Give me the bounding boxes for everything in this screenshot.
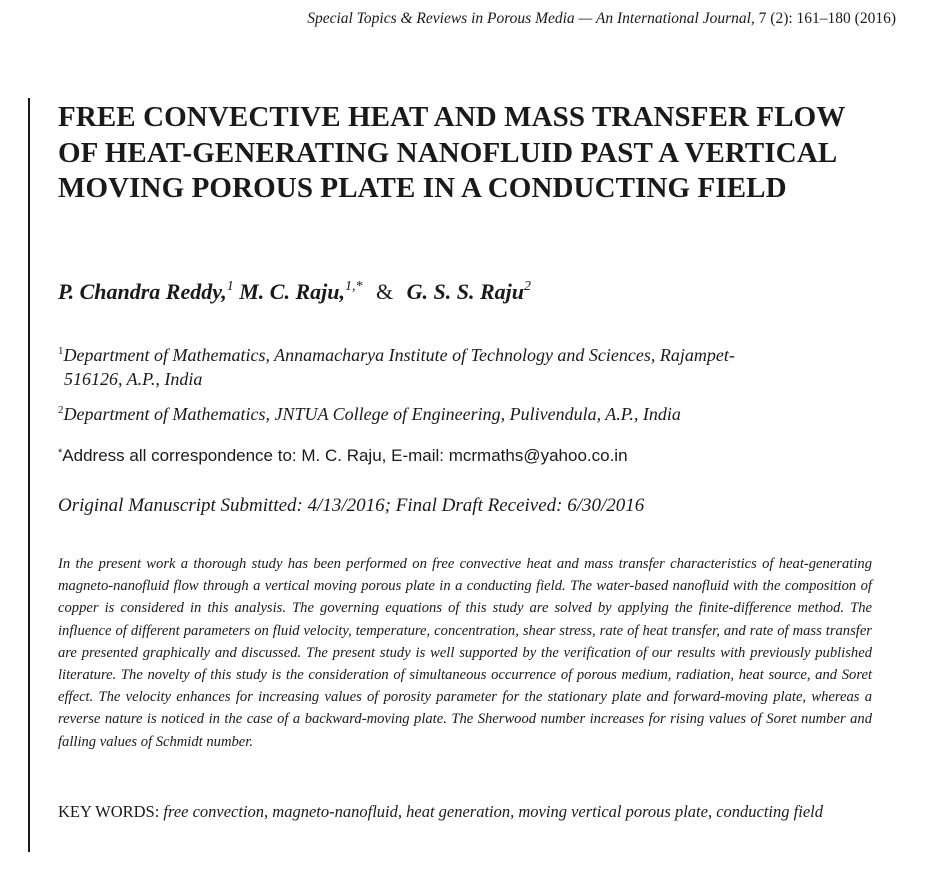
affiliation-2	[58, 402, 878, 426]
journal-header	[307, 10, 896, 28]
keywords-text: free convection, magneto-nanofluid, heat generation, moving vertical porous plate, conducting field	[163, 802, 823, 821]
affiliation-1	[58, 343, 878, 391]
affiliation-line: Department of Mathematics, JNTUA College of Engineering, Pulivendula, A.P., India	[63, 404, 681, 424]
correspondence-note	[58, 446, 628, 466]
correspondence-marker: *	[58, 447, 63, 459]
paper-title: FREE CONVECTIVE HEAT AND MASS TRANSFER FLOW OF HEAT-GENERATING NANOFLUID PAST A VERTICAL MOVING POROUS PLATE IN A CONDUCTING FIELD	[58, 101, 845, 204]
affiliation-marker: 1	[58, 345, 64, 357]
journal-name: Special Topics & Reviews in Porous Media — An International Journal,	[307, 10, 755, 27]
journal-citation: 7 (2): 161–180 (2016)	[758, 10, 896, 27]
author-affiliation-marker: 1	[226, 279, 234, 294]
keywords-label: KEY WORDS:	[58, 802, 160, 821]
manuscript-dates: Original Manuscript Submitted: 4/13/2016; Final Draft Received: 6/30/2016	[58, 495, 645, 516]
keywords	[58, 801, 872, 824]
affiliation-line: Department of Mathematics, Annamacharya Institute of Technology and Sciences, Rajampet-	[63, 345, 735, 365]
author-separator: &	[375, 279, 394, 304]
author-affiliation-marker: 1,*	[344, 279, 363, 294]
affiliation-marker: 2	[58, 404, 64, 416]
affiliation-line: 516126, A.P., India	[64, 369, 203, 389]
correspondence-text: Address all correspondence to: M. C. Raju, E-mail: mcrmaths@yahoo.co.in	[62, 446, 628, 465]
author-name: M. C. Raju,	[239, 279, 345, 304]
author-name: P. Chandra Reddy,	[58, 279, 227, 304]
margin-rule	[28, 98, 30, 852]
author-name: G. S. S. Raju	[406, 279, 524, 304]
abstract: In the present work a thorough study has been performed on free convective heat and mass transfer characteristics of heat-generating magneto-nanofluid flow through a vertical moving porous plate in a conducting field. The water-based nanofluid with the composition of copper is considered in this analysis. The governing equations of this study are solved by applying the finite-difference method. The influence of different parameters on fluid velocity, temperature, concentration, shear stress, rate of heat transfer, and rate of mass transfer are presented graphically and discussed. The present study is well supported by the verification of our results with previously published literature. The novelty of this study is the consideration of simultaneous occurrence of porous medium, radiation, heat source, and Soret effect. The velocity enhances for increasing values of porosity parameter for the stationary plate and forward-moving plate, whereas a reverse nature is noticed in the case of a backward-moving plate. The Sherwood number increases for rising values of Soret number and falling values of Schmidt number.	[58, 556, 872, 750]
author-affiliation-marker: 2	[523, 279, 531, 294]
author-list	[58, 279, 531, 305]
